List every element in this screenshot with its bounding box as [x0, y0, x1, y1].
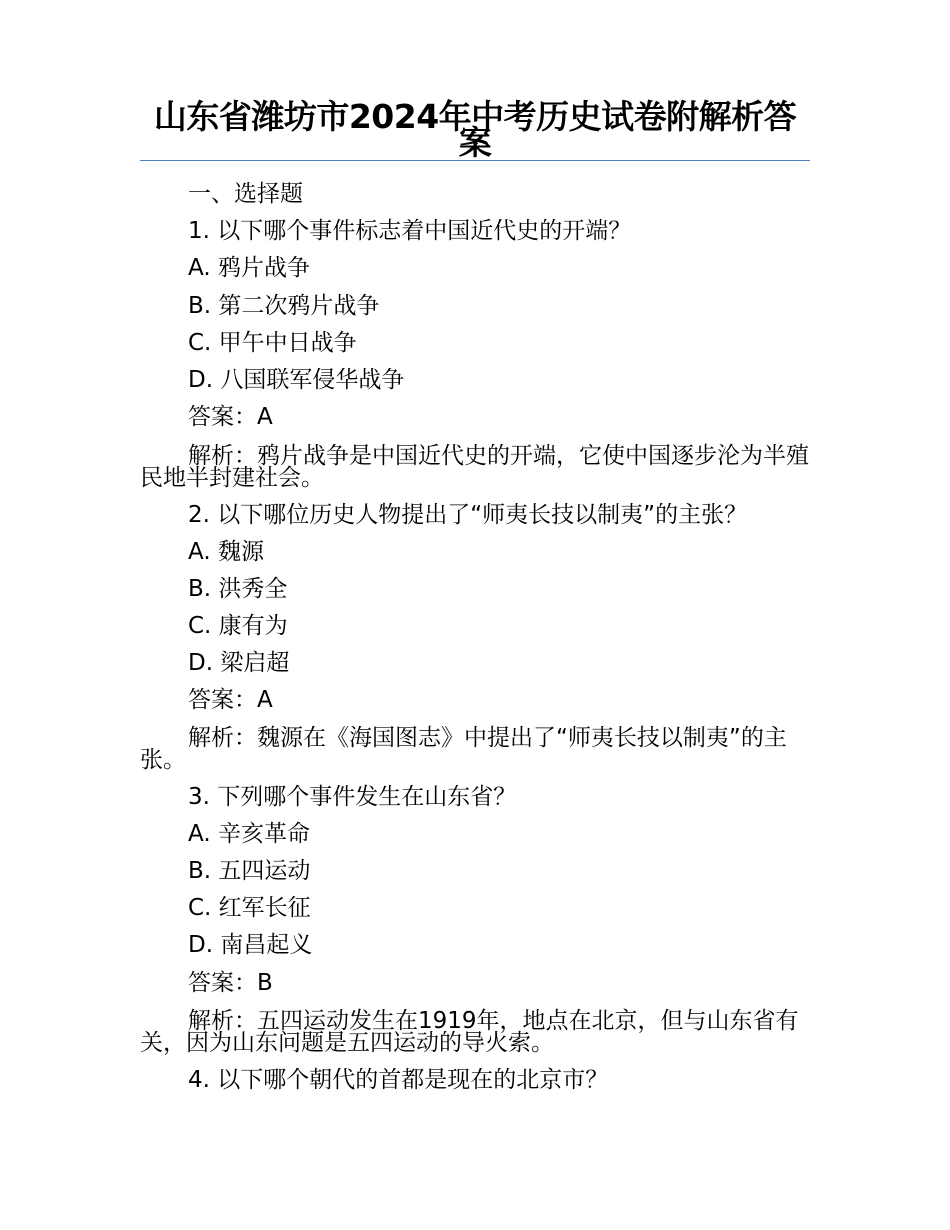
option-c: C. 康有为 [188, 613, 288, 639]
option-c: C. 甲午中日战争 [188, 330, 357, 356]
option-b: B. 五四运动 [188, 858, 311, 884]
option-c: C. 红军长征 [188, 895, 311, 921]
question-stem: 1. 以下哪个事件标志着中国近代史的开端？ [188, 218, 632, 244]
analysis-paragraph: 解析：五四运动发生在1919年，地点在北京，但与山东省有关，因为山东问题是五四运动的导火索。 [140, 1008, 799, 1056]
question-stem: 4. 以下哪个朝代的首都是现在的北京市？ [188, 1067, 609, 1093]
analysis-paragraph: 解析：鸦片战争是中国近代史的开端，它使中国逐步沦为半殖民地半封建社会。 [140, 443, 809, 491]
question-stem: 2. 以下哪位历史人物提出了“师夷长技以制夷”的主张？ [188, 502, 748, 528]
title-underline [140, 160, 810, 161]
option-a: A. 魏源 [188, 539, 264, 565]
answer-line: 答案：B [188, 970, 273, 996]
analysis-paragraph: 解析：魏源在《海国图志》中提出了“师夷长技以制夷”的主张。 [140, 725, 787, 773]
option-a: A. 鸦片战争 [188, 255, 310, 281]
option-d: D. 南昌起义 [188, 932, 313, 958]
option-a: A. 辛亥革命 [188, 821, 310, 847]
option-d: D. 梁启超 [188, 650, 290, 676]
answer-line: 答案：A [188, 404, 273, 430]
section-heading: 一、选择题 [188, 181, 303, 207]
answer-line: 答案：A [188, 687, 273, 713]
option-d: D. 八国联军侵华战争 [188, 367, 405, 393]
document-title: 山东省潍坊市2024年中考历史试卷附解析答案 [153, 97, 797, 162]
option-b: B. 第二次鸦片战争 [188, 293, 380, 319]
option-b: B. 洪秀全 [188, 576, 288, 602]
question-stem: 3. 下列哪个事件发生在山东省？ [188, 784, 517, 810]
